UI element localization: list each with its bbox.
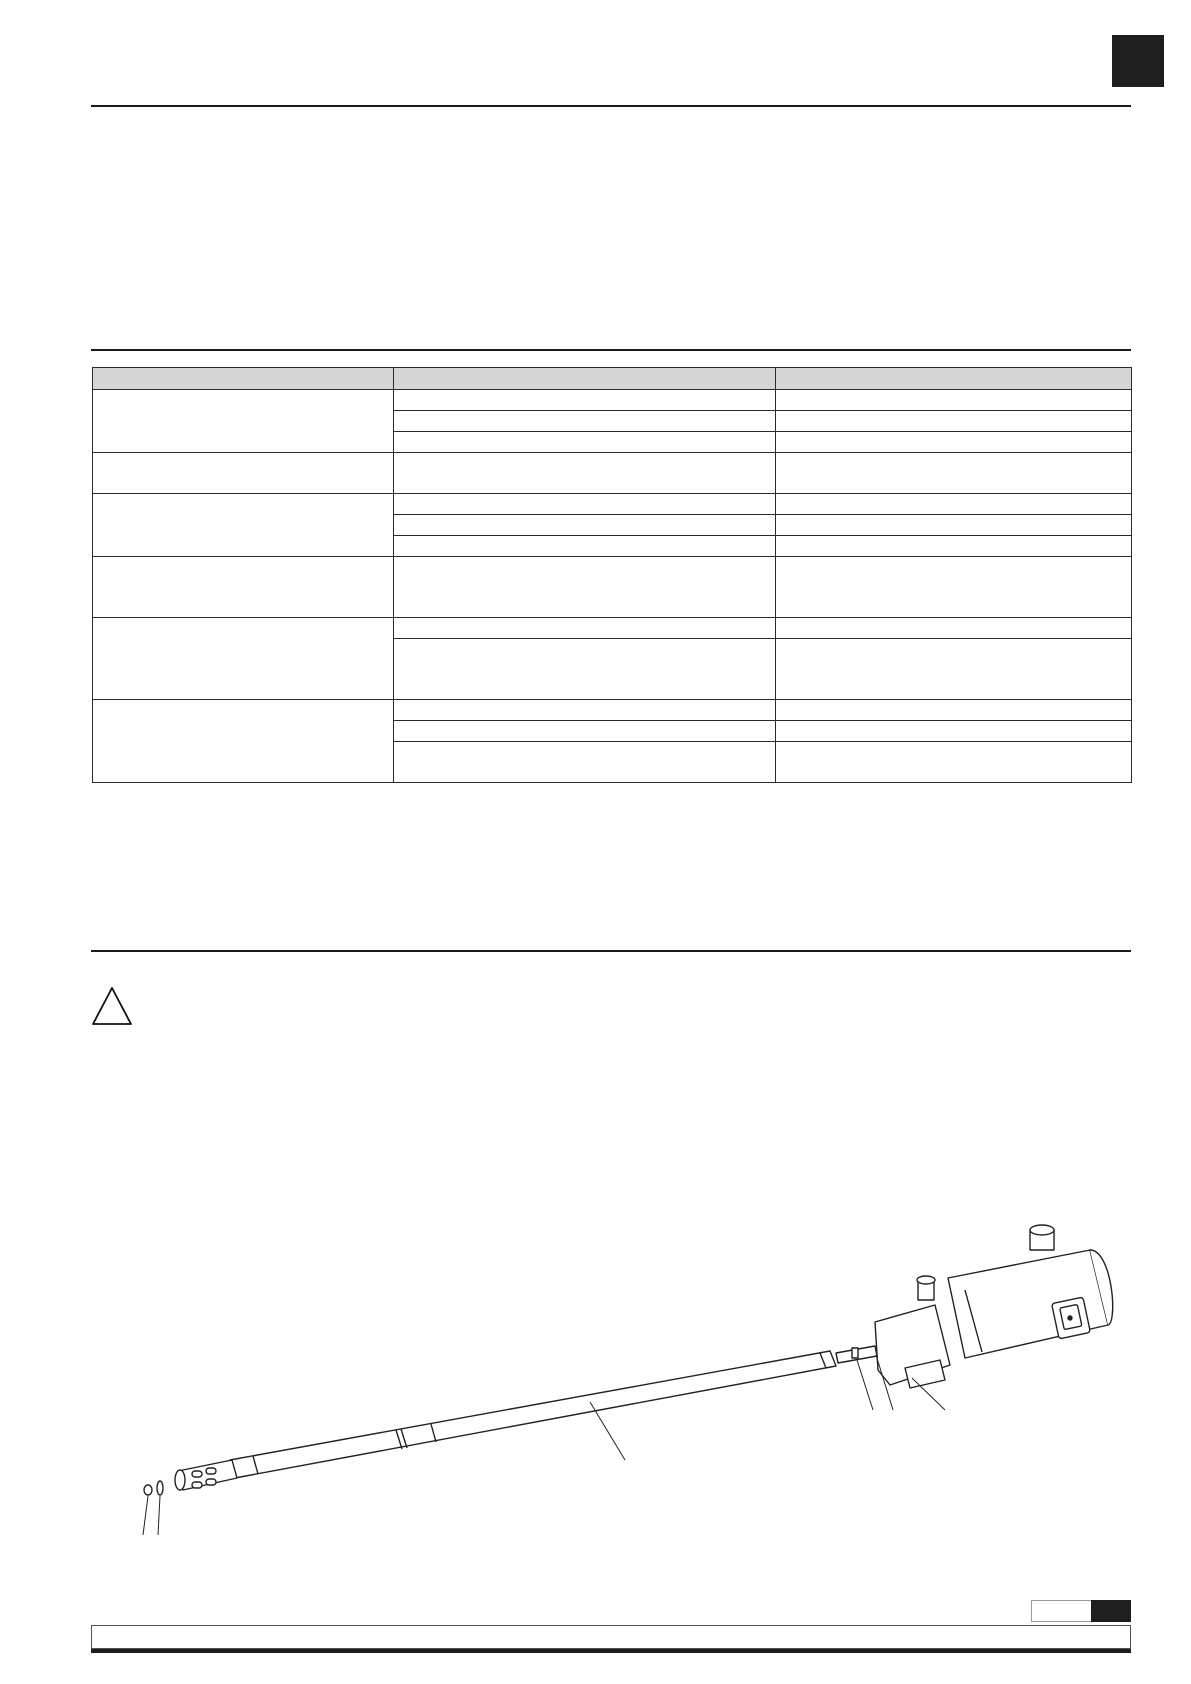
callout-leaders (143, 1355, 945, 1535)
remedy-cell (776, 494, 1132, 515)
problem-cell (93, 618, 394, 700)
cause-cell (394, 411, 776, 432)
table-header-cell (394, 368, 776, 390)
page-number-box (1031, 1600, 1091, 1622)
table-row (93, 390, 1132, 411)
cause-cell (394, 515, 776, 536)
remedy-cell (776, 390, 1132, 411)
page-number-tab (1091, 1600, 1131, 1622)
header-rule (91, 105, 1131, 107)
cause-cell (394, 618, 776, 639)
drive-shaft (836, 1346, 877, 1363)
cause-cell (394, 742, 776, 783)
cause-cell (394, 557, 776, 618)
cause-cell (394, 390, 776, 411)
footer-bar (91, 1649, 1131, 1653)
table-row (93, 618, 1132, 639)
cause-cell (394, 536, 776, 557)
remedy-cell (776, 432, 1132, 453)
motor-housing (948, 1225, 1113, 1358)
table-header-cell (776, 368, 1132, 390)
pump-exploded-diagram (0, 1190, 1191, 1565)
table-row (93, 453, 1132, 494)
cause-cell (394, 432, 776, 453)
remedy-cell (776, 700, 1132, 721)
suction-end (175, 1460, 237, 1490)
section-tab (1112, 35, 1164, 87)
table-header-cell (93, 368, 394, 390)
problem-cell (93, 557, 394, 618)
troubleshooting-table (92, 367, 1132, 783)
section-rule-troubleshooting (91, 349, 1131, 351)
remedy-cell (776, 721, 1132, 742)
problem-cell (93, 390, 394, 453)
remedy-cell (776, 453, 1132, 494)
remedy-cell (776, 515, 1132, 536)
cause-cell (394, 639, 776, 700)
pump-head (875, 1276, 950, 1388)
remedy-cell (776, 557, 1132, 618)
remedy-cell (776, 411, 1132, 432)
cause-cell (394, 494, 776, 515)
problem-cell (93, 453, 394, 494)
warning-triangle-icon (90, 985, 134, 1032)
remedy-cell (776, 639, 1132, 700)
remedy-cell (776, 618, 1132, 639)
table-row (93, 700, 1132, 721)
footer-box (91, 1625, 1131, 1649)
table-row (93, 557, 1132, 618)
pump-tube (230, 1351, 836, 1478)
problem-cell (93, 494, 394, 557)
cause-cell (394, 721, 776, 742)
cause-cell (394, 700, 776, 721)
small-seal-parts (144, 1481, 163, 1495)
table-header-row (93, 368, 1132, 390)
table-row (93, 494, 1132, 515)
cause-cell (394, 453, 776, 494)
section-rule-disassembly (91, 950, 1131, 952)
remedy-cell (776, 742, 1132, 783)
remedy-cell (776, 536, 1132, 557)
problem-cell (93, 700, 394, 783)
